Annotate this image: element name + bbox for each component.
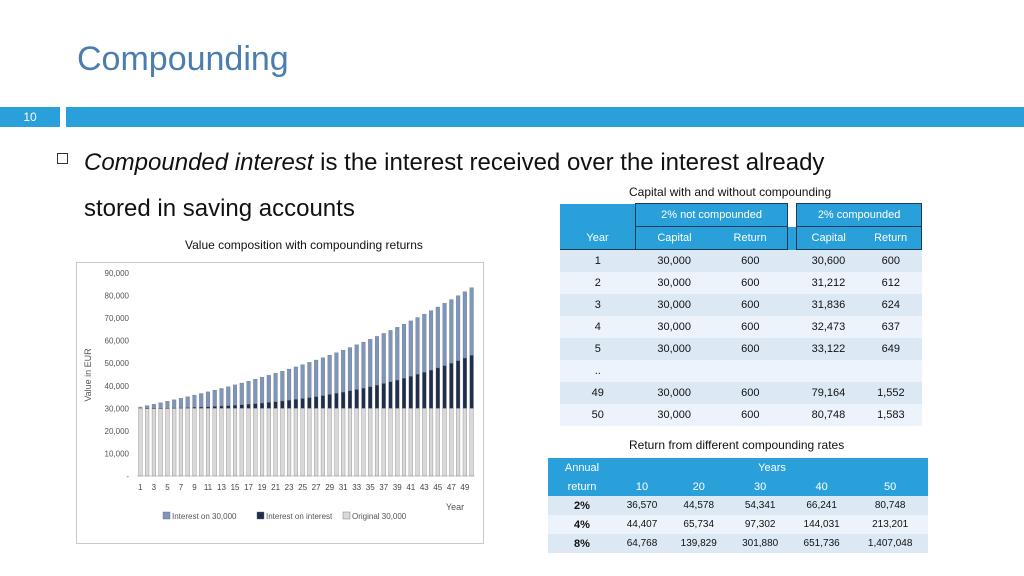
table-cell: 600 xyxy=(713,250,788,273)
table-cell: 600 xyxy=(860,250,921,273)
bar-segment xyxy=(206,408,210,476)
table1-gap xyxy=(788,404,797,426)
table-row xyxy=(560,360,922,382)
bar-segment xyxy=(240,405,244,409)
table-cell: 30,000 xyxy=(636,294,713,316)
table-row xyxy=(560,404,922,426)
bar-segment xyxy=(274,408,278,476)
bullet-emphasis: Compounded interest xyxy=(84,149,314,176)
bar-segment xyxy=(240,408,244,476)
bar-segment xyxy=(233,385,237,405)
bar-segment xyxy=(395,327,399,380)
table-cell: 80,748 xyxy=(852,496,928,515)
bar-segment xyxy=(362,408,366,476)
y-tick-label: 30,000 xyxy=(104,404,129,414)
bar-segment xyxy=(240,383,244,405)
bar-segment xyxy=(341,350,345,392)
table1-col-header: Capital xyxy=(797,227,860,250)
table-cell: 649 xyxy=(860,338,921,360)
bar-segment xyxy=(355,389,359,408)
y-tick-label: 80,000 xyxy=(104,291,129,301)
x-tick-label: 37 xyxy=(379,483,389,492)
bar-segment xyxy=(449,300,453,364)
bullet-rest-line1: is the interest received over the interest already xyxy=(313,149,825,176)
bar-segment xyxy=(253,404,257,409)
bar-segment xyxy=(213,390,217,406)
legend-label: Interest on 30,000 xyxy=(172,512,237,521)
table-row xyxy=(548,515,928,534)
bar-segment xyxy=(166,408,170,476)
bar-segment xyxy=(139,407,143,408)
table-cell: 30,000 xyxy=(636,250,713,273)
table-cell xyxy=(636,360,713,382)
slide-number: 10 xyxy=(0,107,60,127)
bar-segment xyxy=(382,333,386,383)
bar-segment xyxy=(145,406,149,409)
bar-segment xyxy=(247,381,251,404)
bullet-line2: stored in saving accounts xyxy=(84,195,355,222)
table-cell xyxy=(797,360,860,382)
bar-segment xyxy=(395,380,399,408)
bar-segment xyxy=(463,292,467,358)
table-row xyxy=(548,534,928,553)
bar-segment xyxy=(308,398,312,409)
legend-swatch xyxy=(257,512,264,519)
table1-col-header: Capital xyxy=(636,227,713,250)
table1-gap xyxy=(788,204,797,227)
legend-label: Interest on interest xyxy=(266,512,333,521)
table-cell: 33,122 xyxy=(797,338,860,360)
bar-segment xyxy=(328,394,332,408)
bar-segment xyxy=(186,397,190,408)
bar-segment xyxy=(247,408,251,476)
table1-gap xyxy=(788,272,797,294)
table-cell: 32,473 xyxy=(797,316,860,338)
bar-segment xyxy=(463,408,467,476)
table1-col-header: Year xyxy=(560,227,636,250)
x-tick-label: 13 xyxy=(217,483,226,492)
x-tick-label: 39 xyxy=(392,483,402,492)
bar-segment xyxy=(193,408,197,476)
x-axis-label: Year xyxy=(445,502,465,512)
table-row xyxy=(560,382,922,404)
bar-segment xyxy=(321,396,325,409)
bar-segment xyxy=(355,345,359,390)
y-tick-label: 50,000 xyxy=(104,359,129,369)
table-cell: 144,031 xyxy=(791,515,852,534)
bar-segment xyxy=(335,408,339,476)
bar-segment xyxy=(436,307,440,368)
bar-segment xyxy=(463,358,467,408)
table-cell: 30,000 xyxy=(636,338,713,360)
bar-segment xyxy=(294,408,298,476)
y-tick-label: 10,000 xyxy=(104,449,129,459)
bar-segment xyxy=(456,361,460,409)
table-cell: 64,768 xyxy=(616,534,668,553)
bar-segment xyxy=(436,408,440,476)
x-tick-label: 27 xyxy=(311,483,321,492)
table-cell: 30,600 xyxy=(797,250,860,273)
bar-segment xyxy=(213,408,217,476)
table1-blank-cell xyxy=(560,204,636,227)
table2-col-header: 40 xyxy=(791,477,852,496)
table2-header-left: return xyxy=(548,477,616,496)
bar-segment xyxy=(389,382,393,409)
stacked-bar-chart xyxy=(76,262,484,544)
bar-segment xyxy=(375,408,379,476)
bar-segment xyxy=(267,408,271,476)
bar-segment xyxy=(395,408,399,476)
bar-segment xyxy=(341,408,345,476)
bar-segment xyxy=(348,391,352,409)
table-cell: 30,000 xyxy=(636,316,713,338)
table2-header-left: Annual xyxy=(548,458,616,477)
bar-segment xyxy=(294,367,298,399)
table-cell: 600 xyxy=(713,338,788,360)
bar-segment xyxy=(409,408,413,476)
table2-col-header: 50 xyxy=(852,477,928,496)
bar-segment xyxy=(301,408,305,476)
table-cell: 97,302 xyxy=(729,515,790,534)
table-cell: 79,164 xyxy=(797,382,860,404)
bar-segment xyxy=(402,408,406,476)
table-cell: 624 xyxy=(860,294,921,316)
x-tick-label: 11 xyxy=(203,483,213,492)
table-cell: 2 xyxy=(560,272,636,294)
rate-cell: 2% xyxy=(548,496,616,515)
bar-segment xyxy=(389,330,393,381)
bar-segment xyxy=(199,394,203,408)
bar-segment xyxy=(416,374,420,408)
bar-segment xyxy=(193,395,197,407)
bar-segment xyxy=(280,401,284,408)
table-row xyxy=(560,338,922,360)
bar-segment xyxy=(280,371,284,401)
table-cell xyxy=(713,360,788,382)
table-cell: 637 xyxy=(860,316,921,338)
table-cell: 600 xyxy=(713,316,788,338)
bar-segment xyxy=(172,408,176,476)
table-cell: 44,407 xyxy=(616,515,668,534)
bar-segment xyxy=(422,408,426,476)
table2-title: Return from different compounding rates xyxy=(629,438,845,452)
bar-segment xyxy=(308,408,312,476)
table1-group-header: 2% not compounded xyxy=(636,204,788,227)
bar-segment xyxy=(186,408,190,476)
bar-segment xyxy=(287,400,291,408)
x-tick-label: 25 xyxy=(298,483,308,492)
table-cell: 301,880 xyxy=(729,534,790,553)
bar-segment xyxy=(139,408,143,476)
legend-label: Original 30,000 xyxy=(352,512,407,521)
table-cell: 54,341 xyxy=(729,496,790,515)
table1-gap xyxy=(788,316,797,338)
bar-segment xyxy=(287,408,291,476)
bar-segment xyxy=(443,303,447,365)
table-cell: 1,552 xyxy=(860,382,921,404)
bar-segment xyxy=(335,353,339,394)
bar-segment xyxy=(199,408,203,476)
bar-segment xyxy=(375,385,379,408)
bar-segment xyxy=(321,408,325,476)
compounding-rates-table xyxy=(548,458,928,553)
rate-cell: 4% xyxy=(548,515,616,534)
bar-segment xyxy=(166,401,170,408)
x-tick-label: 1 xyxy=(138,483,143,492)
x-tick-label: 47 xyxy=(446,483,456,492)
x-tick-label: 17 xyxy=(244,483,253,492)
bar-segment xyxy=(470,355,474,408)
bar-segment xyxy=(260,403,264,408)
table-cell: 36,570 xyxy=(616,496,668,515)
bullet-square-icon xyxy=(57,153,68,164)
bar-segment xyxy=(206,407,210,409)
bar-segment xyxy=(449,363,453,408)
bar-segment xyxy=(409,321,413,376)
bar-segment xyxy=(416,318,420,375)
bar-segment xyxy=(226,406,230,409)
legend-swatch xyxy=(343,512,350,519)
table2-col-header: 30 xyxy=(729,477,790,496)
bar-segment xyxy=(179,398,183,407)
bar-segment xyxy=(443,366,447,409)
bar-segment xyxy=(341,392,345,408)
bar-segment xyxy=(422,372,426,408)
x-tick-label: 5 xyxy=(165,483,170,492)
table2-group-header: Years xyxy=(616,458,928,477)
table-cell: 30,000 xyxy=(636,382,713,404)
y-tick-label: 90,000 xyxy=(104,269,129,278)
table1-col-header: Return xyxy=(713,227,788,250)
bar-segment xyxy=(335,393,339,408)
bar-segment xyxy=(226,387,230,406)
bar-segment xyxy=(416,408,420,476)
table-cell: 612 xyxy=(860,272,921,294)
bar-segment xyxy=(429,408,433,476)
y-tick-label: - xyxy=(126,472,129,481)
bar-segment xyxy=(389,408,393,476)
table-cell: .. xyxy=(560,360,636,382)
bar-segment xyxy=(368,339,372,386)
bar-segment xyxy=(172,400,176,408)
bar-segment xyxy=(260,377,264,403)
table-cell: 50 xyxy=(560,404,636,426)
table-cell: 31,212 xyxy=(797,272,860,294)
bar-segment xyxy=(152,408,156,476)
table-cell: 65,734 xyxy=(668,515,729,534)
bar-segment xyxy=(152,404,156,408)
bar-segment xyxy=(220,408,224,476)
bar-segment xyxy=(274,373,278,401)
table1-group-header: 2% compounded xyxy=(797,204,922,227)
bar-segment xyxy=(321,358,325,396)
table-row xyxy=(560,250,922,273)
y-axis-label: Value in EUR xyxy=(83,348,93,402)
bar-segment xyxy=(253,379,257,403)
y-tick-label: 70,000 xyxy=(104,314,129,324)
bar-segment xyxy=(409,376,413,408)
table-cell: 600 xyxy=(713,272,788,294)
table-cell: 30,000 xyxy=(636,272,713,294)
bar-segment xyxy=(233,408,237,476)
table-row xyxy=(560,316,922,338)
x-tick-label: 3 xyxy=(151,483,157,492)
chart-svg xyxy=(77,263,483,543)
table1-title: Capital with and without compounding xyxy=(629,185,832,199)
rate-cell: 8% xyxy=(548,534,616,553)
bar-segment xyxy=(375,336,379,385)
bar-segment xyxy=(193,407,197,408)
y-tick-label: 40,000 xyxy=(104,381,129,391)
bar-segment xyxy=(206,392,210,407)
bar-segment xyxy=(280,408,284,476)
bar-segment xyxy=(301,365,305,399)
bar-segment xyxy=(429,370,433,408)
table1-gap xyxy=(788,250,797,273)
bar-segment xyxy=(368,387,372,409)
slide-title: Compounding xyxy=(77,40,289,78)
table-cell: 30,000 xyxy=(636,404,713,426)
table-cell: 213,201 xyxy=(852,515,928,534)
bar-segment xyxy=(348,408,352,476)
y-tick-label: 20,000 xyxy=(104,426,129,436)
bar-segment xyxy=(382,408,386,476)
bar-segment xyxy=(247,404,251,408)
table1-gap xyxy=(788,227,797,250)
bar-segment xyxy=(362,342,366,388)
bar-segment xyxy=(199,407,203,408)
bar-segment xyxy=(314,360,318,397)
table2-col-header: 10 xyxy=(616,477,668,496)
table-cell: 1,407,048 xyxy=(852,534,928,553)
table-cell: 4 xyxy=(560,316,636,338)
x-tick-label: 9 xyxy=(192,483,197,492)
table-row xyxy=(560,272,922,294)
chart-title: Value composition with compounding returns xyxy=(185,238,423,252)
bar-segment xyxy=(287,369,291,400)
table-cell: 66,241 xyxy=(791,496,852,515)
bar-segment xyxy=(274,402,278,409)
table-row xyxy=(548,496,928,515)
table-cell: 139,829 xyxy=(668,534,729,553)
bar-segment xyxy=(159,408,163,476)
bar-segment xyxy=(220,388,224,406)
bar-segment xyxy=(368,408,372,476)
x-tick-label: 21 xyxy=(271,483,281,492)
table1-gap xyxy=(788,294,797,316)
bar-segment xyxy=(402,324,406,378)
bar-segment xyxy=(436,368,440,408)
bar-segment xyxy=(362,388,366,408)
bar-segment xyxy=(328,355,332,394)
bar-segment xyxy=(301,398,305,408)
bar-segment xyxy=(443,408,447,476)
table-cell: 651,736 xyxy=(791,534,852,553)
table-cell: 80,748 xyxy=(797,404,860,426)
bar-segment xyxy=(314,408,318,476)
bar-segment xyxy=(314,397,318,409)
table-cell: 600 xyxy=(713,382,788,404)
table-cell: 3 xyxy=(560,294,636,316)
bar-segment xyxy=(233,405,237,408)
bar-segment xyxy=(220,406,224,408)
x-tick-label: 45 xyxy=(433,483,443,492)
header-band xyxy=(66,107,1024,127)
x-tick-label: 19 xyxy=(257,483,267,492)
bar-segment xyxy=(145,408,149,476)
bar-segment xyxy=(470,408,474,476)
table-row xyxy=(560,294,922,316)
x-tick-label: 43 xyxy=(419,483,429,492)
bar-segment xyxy=(402,378,406,408)
table-cell: 600 xyxy=(713,404,788,426)
bar-segment xyxy=(179,408,183,476)
bar-segment xyxy=(267,402,271,408)
x-tick-label: 29 xyxy=(325,483,335,492)
x-tick-label: 35 xyxy=(365,483,375,492)
bar-segment xyxy=(226,408,230,476)
table-cell: 1 xyxy=(560,250,636,273)
bar-segment xyxy=(267,375,271,402)
compounding-table xyxy=(560,203,922,426)
bar-segment xyxy=(253,408,257,476)
table-cell: 5 xyxy=(560,338,636,360)
bar-segment xyxy=(456,296,460,361)
table-cell xyxy=(860,360,921,382)
table1-gap xyxy=(788,382,797,404)
bar-segment xyxy=(470,288,474,356)
bar-segment xyxy=(348,348,352,391)
bar-segment xyxy=(213,406,217,408)
bar-segment xyxy=(449,408,453,476)
legend-swatch xyxy=(163,512,170,519)
table-cell: 1,583 xyxy=(860,404,921,426)
table-cell: 31,836 xyxy=(797,294,860,316)
x-tick-label: 31 xyxy=(338,483,348,492)
x-tick-label: 15 xyxy=(230,483,240,492)
table1-col-header: Return xyxy=(860,227,921,250)
table-cell: 600 xyxy=(713,294,788,316)
bar-segment xyxy=(294,399,298,408)
x-tick-label: 23 xyxy=(284,483,294,492)
bar-segment xyxy=(260,408,264,476)
bar-segment xyxy=(382,383,386,408)
table1-gap xyxy=(788,338,797,360)
bar-segment xyxy=(355,408,359,476)
bar-segment xyxy=(328,408,332,476)
table2-col-header: 20 xyxy=(668,477,729,496)
table-cell: 44,578 xyxy=(668,496,729,515)
x-tick-label: 33 xyxy=(352,483,362,492)
y-tick-label: 60,000 xyxy=(104,336,129,346)
x-tick-label: 7 xyxy=(178,483,184,492)
x-tick-label: 41 xyxy=(406,483,416,492)
x-tick-label: 49 xyxy=(460,483,470,492)
bar-segment xyxy=(429,311,433,371)
bar-segment xyxy=(159,403,163,408)
table-cell: 49 xyxy=(560,382,636,404)
table1-gap xyxy=(788,360,797,382)
bar-segment xyxy=(456,408,460,476)
bar-segment xyxy=(308,362,312,397)
bar-segment xyxy=(422,314,426,372)
